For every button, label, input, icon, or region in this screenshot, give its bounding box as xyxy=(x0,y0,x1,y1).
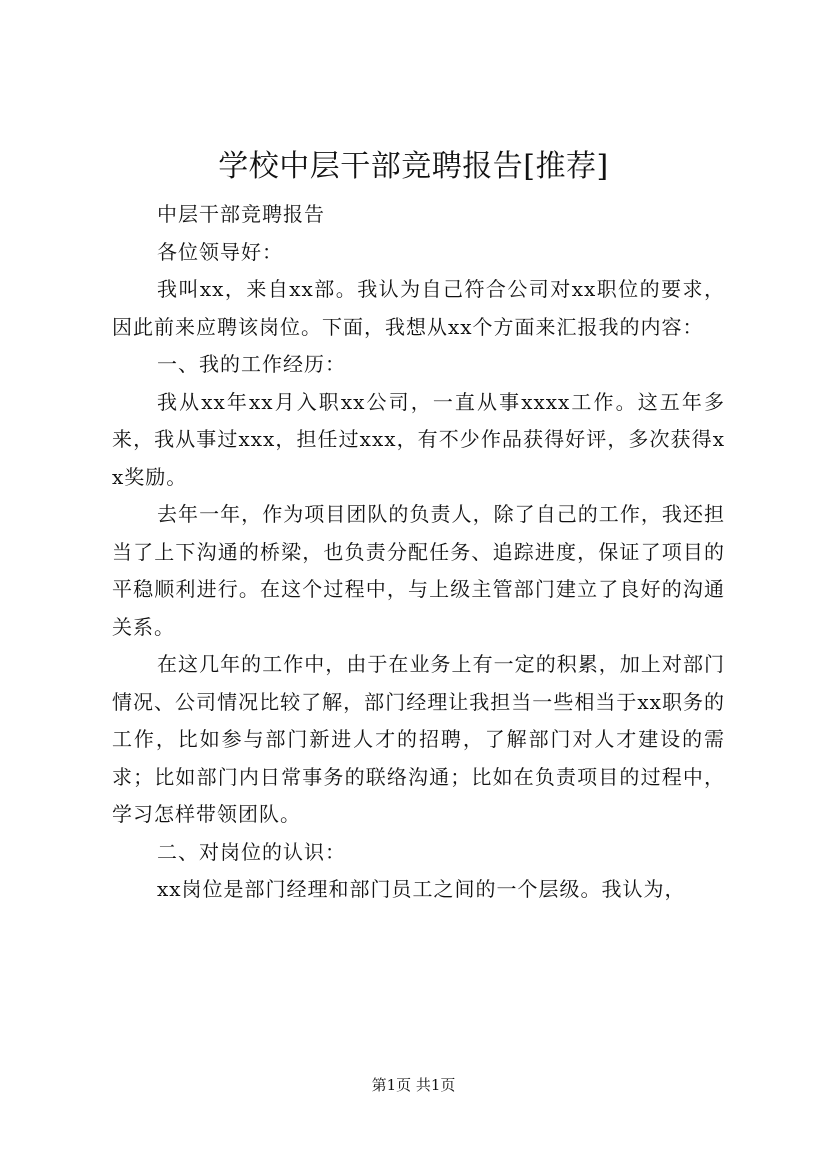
section-heading-position-understanding: 二、对岗位的认识： xyxy=(157,839,346,864)
paragraph-greeting: 各位领导好： xyxy=(157,239,283,264)
paragraph-introduction: 我叫xx，来自xx部。我认为自己符合公司对xx职位的要求，因此前来应聘该岗位。下面，我想从xx个方面来汇报我的内容： xyxy=(112,277,725,339)
paragraph-team-lead: 去年一年，作为项目团队的负责人，除了自己的工作，我还担当了上下沟通的桥梁，也负责分配任务、追踪进度，保证了项目的平稳顺利进行。在这个过程中，与上级主管部门建立了良好的沟通关系。 xyxy=(112,502,725,639)
paragraph-position: xx岗位是部门经理和部门员工之间的一个层级。我认为， xyxy=(157,877,686,901)
section-heading-work-experience: 一、我的工作经历： xyxy=(157,352,346,376)
page-footer: 第1页 共1页 xyxy=(371,1076,456,1094)
document-body xyxy=(112,196,725,909)
paragraph-responsibilities: 在这几年的工作中，由于在业务上有一定的积累，加上对部门情况、公司情况比较了解，部门经理让我担当一些相当于xx职务的工作，比如参与部门新进人才的招聘，了解部门对人才建设的需求；比如部门内日常事务的联络沟通；比如在负责项目的过程中，学习怎样带领团队。 xyxy=(112,652,725,826)
paragraph-work-history: 我从xx年xx月入职xx公司，一直从事xxxx工作。这五年多来，我从事过xxx，担任过xxx，有不少作品获得好评，多次获得xx奖励。 xyxy=(112,389,725,489)
document-title: 学校中层干部竞聘报告[推荐] xyxy=(218,149,609,184)
paragraph-subtitle: 中层干部竞聘报告 xyxy=(157,202,325,226)
